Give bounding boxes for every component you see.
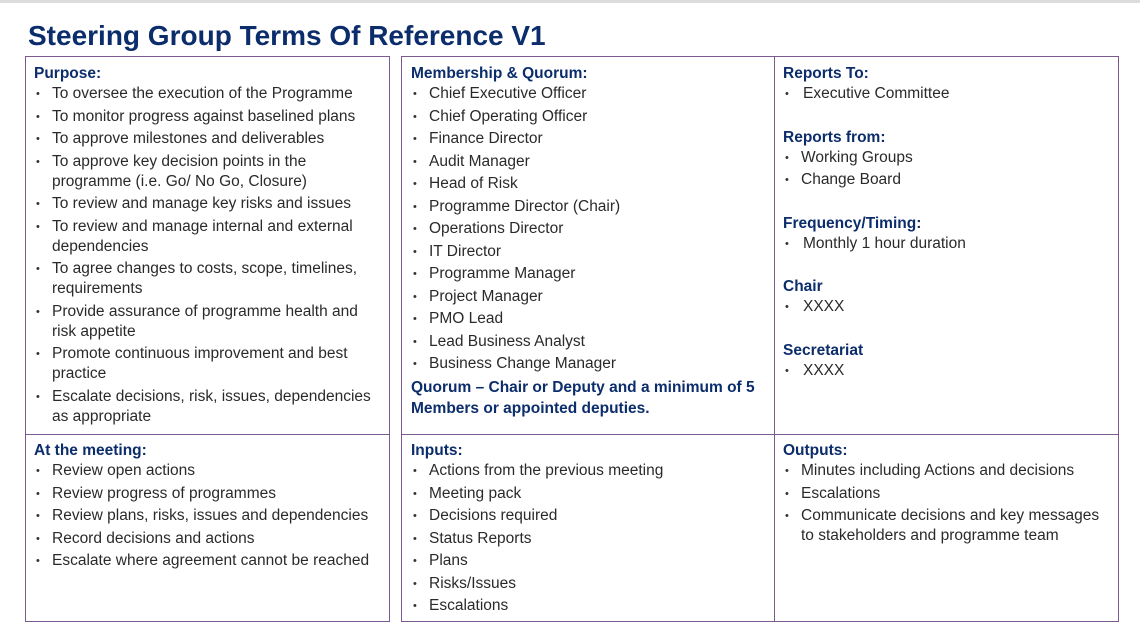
list-item xyxy=(411,506,771,526)
bullet-icon: • xyxy=(36,220,40,233)
list-item-text: Review plans, risks, issues and dependencies xyxy=(52,507,369,524)
list-item xyxy=(783,170,1113,190)
list-item-text: Provide assurance of programme health and risk appetite xyxy=(52,302,358,340)
bullet-icon: • xyxy=(413,532,417,545)
outputs-list xyxy=(783,461,1113,546)
bullet-icon: • xyxy=(413,88,417,100)
list-item xyxy=(34,84,384,104)
list-item-text: Operations Director xyxy=(429,220,564,237)
divider xyxy=(26,434,389,435)
list-item-text: Change Board xyxy=(801,171,901,188)
list-item xyxy=(783,84,1113,104)
list-item xyxy=(411,84,771,104)
list-item xyxy=(411,129,771,149)
list-item-text: Lead Business Analyst xyxy=(429,332,585,350)
bullet-icon: • xyxy=(413,465,417,477)
bullet-icon: • xyxy=(36,510,40,522)
secretariat-heading: Secretariat xyxy=(783,341,864,359)
list-item xyxy=(411,354,771,374)
top-border-line xyxy=(0,0,1140,3)
list-item-text: XXXX xyxy=(803,298,845,315)
bullet-icon: • xyxy=(36,263,40,275)
bullet-icon: • xyxy=(36,198,40,210)
list-item-text: Working Groups xyxy=(801,148,913,166)
list-item-text: To review and manage key risks and issues xyxy=(52,195,351,212)
list-item xyxy=(783,361,1113,381)
list-item xyxy=(411,596,771,616)
list-item-text: To approve key decision points in the programme (i.e. Go/ No Go, Closure) xyxy=(52,152,307,190)
list-item xyxy=(411,484,771,504)
list-item-text: Review open actions xyxy=(52,462,196,479)
bullet-icon: • xyxy=(413,335,417,348)
list-item-text: Minutes including Actions and decisions xyxy=(801,462,1075,479)
bullet-icon: • xyxy=(413,223,417,235)
list-item-text: Escalations xyxy=(801,484,881,502)
list-item-text: Monthly 1 hour duration xyxy=(803,234,966,252)
reports-to-heading: Reports To: xyxy=(783,65,869,82)
bullet-icon: • xyxy=(36,555,40,567)
list-item xyxy=(34,194,384,214)
list-item xyxy=(783,484,1113,504)
list-item-text: To agree changes to costs, scope, timelines, requirements xyxy=(52,260,357,297)
inputs-list xyxy=(411,461,771,616)
bullet-icon: • xyxy=(36,305,40,318)
list-item-text: Status Reports xyxy=(429,529,532,547)
bullet-icon: • xyxy=(36,133,40,145)
bullet-icon: • xyxy=(785,237,789,250)
list-item-text: Chief Operating Officer xyxy=(429,107,588,125)
list-item xyxy=(411,107,771,127)
bullet-icon: • xyxy=(36,110,40,123)
chair-list xyxy=(783,297,1113,317)
column-divider xyxy=(774,57,775,621)
list-item xyxy=(411,197,771,217)
list-item-text: Communicate decisions and key messages to stakeholders and programme team xyxy=(801,507,1100,544)
list-item-text: Head of Risk xyxy=(429,175,518,192)
list-item-text: Risks/Issues xyxy=(429,574,516,592)
purpose-list xyxy=(34,84,384,427)
bullet-icon: • xyxy=(36,390,40,403)
bullet-icon: • xyxy=(413,313,417,325)
bullet-icon: • xyxy=(413,200,417,213)
bullet-icon: • xyxy=(413,245,417,258)
outputs-section xyxy=(783,440,1113,549)
frequency-list xyxy=(783,234,1113,254)
reports-to-list xyxy=(783,84,1113,104)
meeting-section xyxy=(34,440,384,574)
list-item-text: Executive Committee xyxy=(803,85,950,102)
meeting-heading: At the meeting: xyxy=(34,442,147,459)
list-item-text: Project Manager xyxy=(429,287,543,305)
list-item xyxy=(783,297,1113,317)
list-item xyxy=(411,264,771,284)
list-item xyxy=(411,574,771,594)
list-item xyxy=(34,344,384,384)
list-item xyxy=(411,174,771,194)
meeting-list xyxy=(34,461,384,571)
list-item-text: Programme Manager xyxy=(429,265,576,282)
bullet-icon: • xyxy=(413,358,417,370)
bullet-icon: • xyxy=(36,348,40,360)
right-panel xyxy=(401,56,1119,622)
bullet-icon: • xyxy=(413,110,417,123)
frequency-heading: Frequency/Timing: xyxy=(783,214,922,232)
page-title: Steering Group Terms Of Reference V1 xyxy=(28,20,546,51)
list-item-text: Record decisions and actions xyxy=(52,529,255,547)
left-panel xyxy=(25,56,390,622)
list-item-text: Escalate where agreement cannot be reached xyxy=(52,552,370,569)
bullet-icon: • xyxy=(413,290,417,303)
bullet-icon: • xyxy=(36,465,40,477)
list-item-text: Decisions required xyxy=(429,507,558,524)
bullet-icon: • xyxy=(785,151,789,164)
reports-from-heading: Reports from: xyxy=(783,128,886,146)
list-item-text: Programme Director (Chair) xyxy=(429,197,621,215)
list-item-text: PMO Lead xyxy=(429,310,504,327)
bullet-icon: • xyxy=(413,577,417,590)
divider xyxy=(402,434,1118,435)
bullet-icon: • xyxy=(785,487,789,500)
list-item-text: Chief Executive Officer xyxy=(429,85,587,102)
list-item xyxy=(34,461,384,481)
bullet-icon: • xyxy=(36,532,40,545)
list-item xyxy=(783,461,1113,481)
list-item xyxy=(34,129,384,149)
list-item xyxy=(34,152,384,192)
membership-section xyxy=(411,63,771,419)
list-item-text: Promote continuous improvement and best practice xyxy=(52,345,348,382)
list-item xyxy=(411,287,771,307)
list-item-text: Finance Director xyxy=(429,130,543,147)
list-item-text: To monitor progress against baselined plans xyxy=(52,107,356,125)
list-item xyxy=(411,152,771,172)
list-item-text: To approve milestones and deliverables xyxy=(52,130,325,147)
list-item xyxy=(34,107,384,127)
bullet-icon: • xyxy=(413,155,417,168)
list-item-text: Business Change Manager xyxy=(429,355,616,372)
membership-heading: Membership & Quorum: xyxy=(411,65,588,82)
list-item xyxy=(411,529,771,549)
outputs-heading: Outputs: xyxy=(783,442,848,459)
purpose-heading: Purpose: xyxy=(34,65,102,82)
reports-from-list xyxy=(783,148,1113,191)
list-item-text: Actions from the previous meeting xyxy=(429,462,664,479)
list-item xyxy=(34,259,384,299)
bullet-icon: • xyxy=(785,465,789,477)
list-item xyxy=(411,219,771,239)
list-item-text: IT Director xyxy=(429,242,502,260)
bullet-icon: • xyxy=(36,487,40,500)
bullet-icon: • xyxy=(36,155,40,168)
list-item-text: To oversee the execution of the Programme xyxy=(52,85,353,102)
list-item xyxy=(783,506,1113,546)
list-item xyxy=(783,234,1113,254)
purpose-section xyxy=(34,63,384,429)
list-item xyxy=(34,217,384,257)
list-item xyxy=(34,551,384,571)
list-item xyxy=(783,148,1113,168)
inputs-heading: Inputs: xyxy=(411,442,463,459)
bullet-icon: • xyxy=(785,88,789,100)
reports-section xyxy=(783,63,1113,383)
list-item xyxy=(34,302,384,342)
bullet-icon: • xyxy=(785,301,789,313)
list-item xyxy=(34,529,384,549)
list-item-text: Review progress of programmes xyxy=(52,484,276,502)
list-item xyxy=(411,551,771,571)
bullet-icon: • xyxy=(36,88,40,100)
list-item xyxy=(34,484,384,504)
bullet-icon: • xyxy=(785,174,789,186)
list-item xyxy=(34,506,384,526)
list-item xyxy=(411,309,771,329)
bullet-icon: • xyxy=(785,510,789,522)
membership-list xyxy=(411,84,771,374)
list-item xyxy=(411,242,771,262)
inputs-section xyxy=(411,440,771,619)
list-item-text: Audit Manager xyxy=(429,152,530,170)
list-item-text: Escalate decisions, risk, issues, dependencies as appropriate xyxy=(52,387,371,425)
bullet-icon: • xyxy=(413,268,417,280)
bullet-icon: • xyxy=(785,364,789,377)
list-item xyxy=(411,332,771,352)
list-item-text: XXXX xyxy=(803,361,845,379)
quorum-statement: Quorum – Chair or Deputy and a minimum of 5 Members or appointed deputies. xyxy=(411,378,755,417)
bullet-icon: • xyxy=(413,510,417,522)
list-item xyxy=(34,387,384,427)
list-item-text: To review and manage internal and external dependencies xyxy=(52,217,353,255)
bullet-icon: • xyxy=(413,555,417,567)
bullet-icon: • xyxy=(413,487,417,500)
bullet-icon: • xyxy=(413,133,417,145)
list-item-text: Plans xyxy=(429,552,468,569)
list-item-text: Meeting pack xyxy=(429,484,522,502)
list-item xyxy=(411,461,771,481)
chair-heading: Chair xyxy=(783,278,823,295)
list-item-text: Escalations xyxy=(429,597,509,614)
secretariat-list xyxy=(783,361,1113,381)
bullet-icon: • xyxy=(413,178,417,190)
bullet-icon: • xyxy=(413,600,417,612)
